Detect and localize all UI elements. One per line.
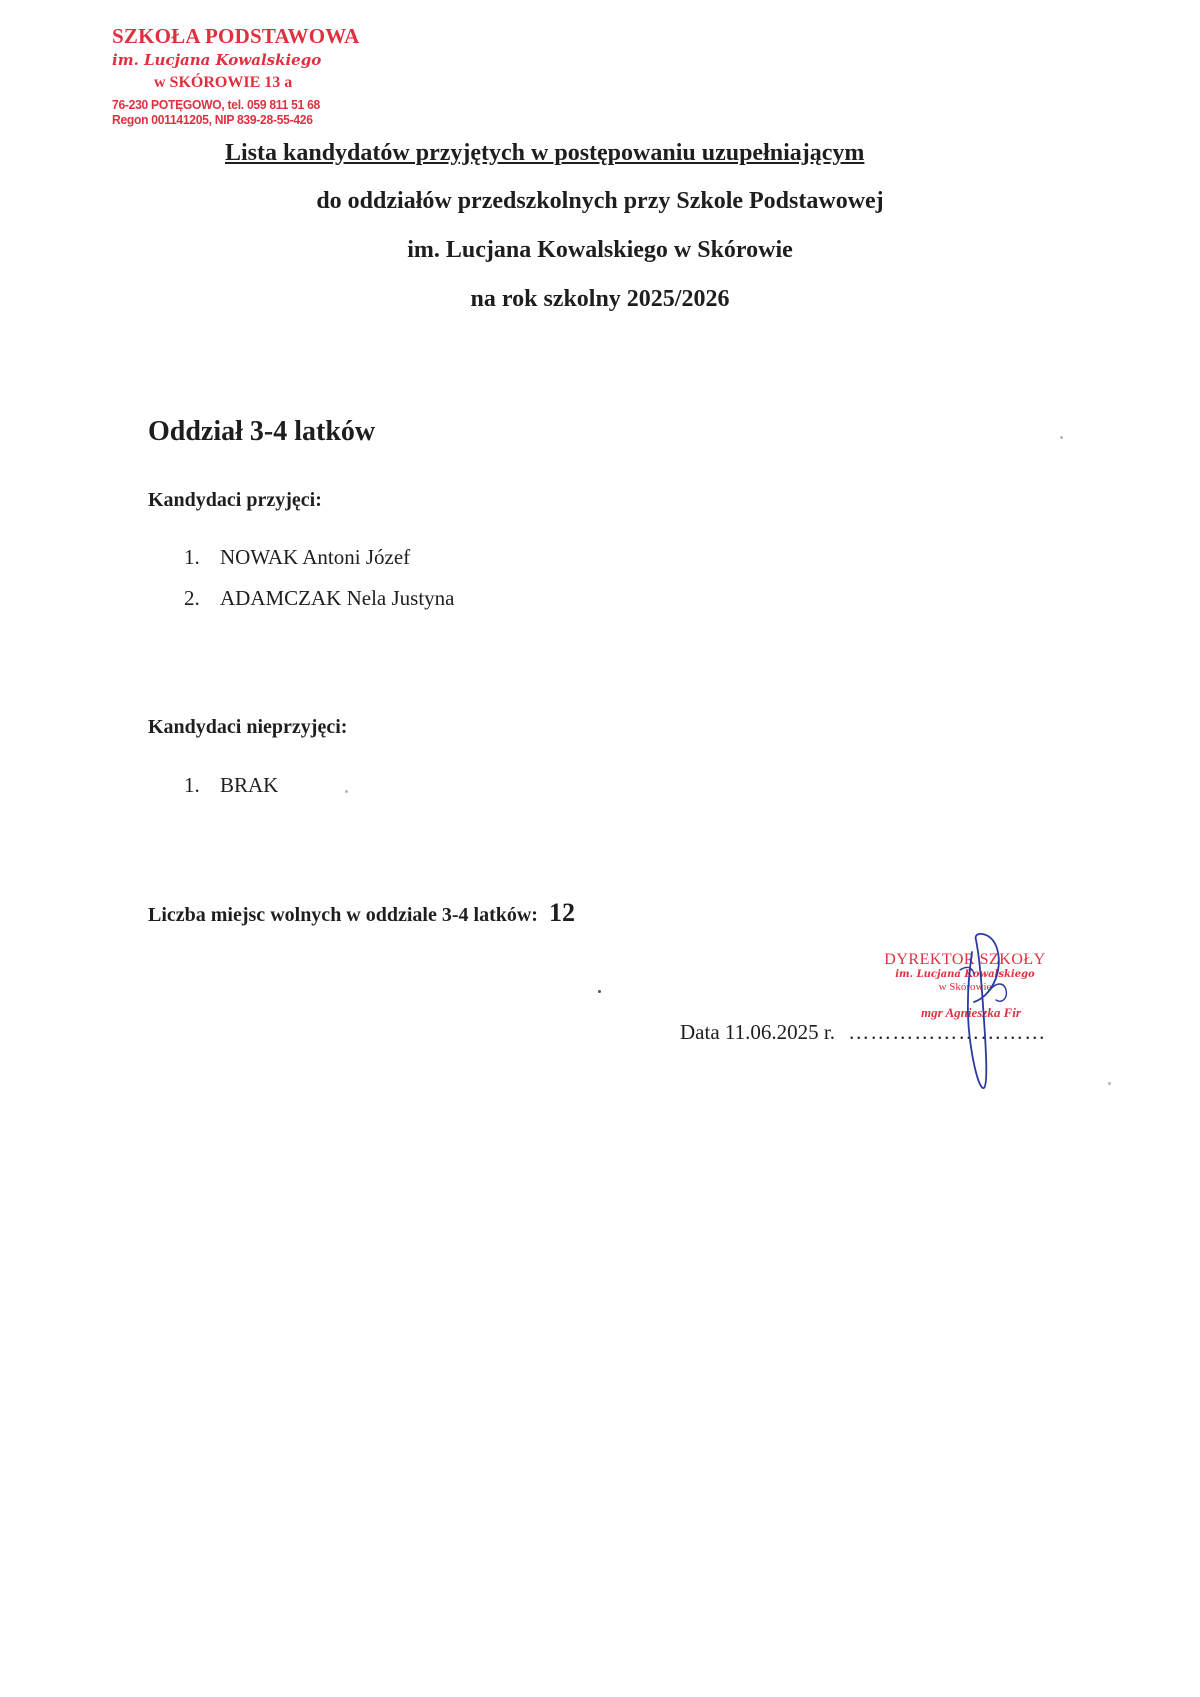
scan-speck (345, 790, 348, 793)
signature-dots: ……………………… (848, 1020, 1047, 1044)
free-seats-count: 12 (548, 898, 575, 927)
accepted-list (184, 545, 454, 627)
list-item (184, 773, 278, 814)
title-line-4: na rok szkolny 2025/2026 (470, 286, 730, 312)
director-stamp-location: w Skórowie (938, 981, 992, 993)
title-line-2: do oddziałów przedszkolnych przy Szkole Podstawowej (316, 188, 884, 214)
section-heading: Oddział 3-4 latków (148, 416, 376, 447)
list-item-name: BRAK (220, 773, 279, 797)
signature-icon (950, 930, 1020, 1100)
scan-speck (1108, 1082, 1111, 1085)
accepted-label: Kandydaci przyjęci: (148, 489, 322, 511)
list-item (184, 586, 454, 627)
director-stamp-patron: im. Lucjana Kowalskiego (895, 969, 1035, 980)
school-stamp-registry: Regon 001141205, NIP 839-28-55-426 (112, 112, 313, 127)
school-stamp-name: SZKOŁA PODSTAWOWA (112, 24, 360, 48)
date-label: Data (680, 1020, 720, 1044)
rejected-label: Kandydaci nieprzyjęci: (148, 716, 348, 738)
scan-speck (598, 990, 601, 993)
director-stamp-title: DYREKTOR SZKOŁY (884, 951, 1046, 968)
title-line-3: im. Lucjana Kowalskiego w Skórowie (407, 237, 793, 263)
free-seats-label: Liczba miejsc wolnych w oddziale 3-4 latków: (148, 904, 538, 926)
list-item-name: NOWAK Antoni Józef (220, 545, 411, 569)
date-value: 11.06.2025 r. (724, 1020, 835, 1044)
scan-speck (1060, 436, 1063, 439)
list-item-name: ADAMCZAK Nela Justyna (220, 586, 455, 610)
director-stamp-name: mgr Agnieszka Fir (921, 1005, 1021, 1020)
school-stamp-patron: im. Lucjana Kowalskiego (112, 51, 322, 69)
list-item-number: 2. (184, 586, 200, 610)
school-stamp-location: w SKÓROWIE 13 a (154, 74, 293, 91)
school-stamp-address: 76-230 POTĘGOWO, tel. 059 811 51 68 (112, 97, 320, 112)
list-item (184, 545, 454, 586)
list-item-number: 1. (184, 773, 200, 797)
rejected-list (184, 773, 278, 814)
list-item-number: 1. (184, 545, 200, 569)
school-stamp (112, 26, 382, 126)
title-line-1: Lista kandydatów przyjętych w postępowaniu uzupełniającym (225, 140, 865, 166)
free-seats (148, 898, 575, 928)
